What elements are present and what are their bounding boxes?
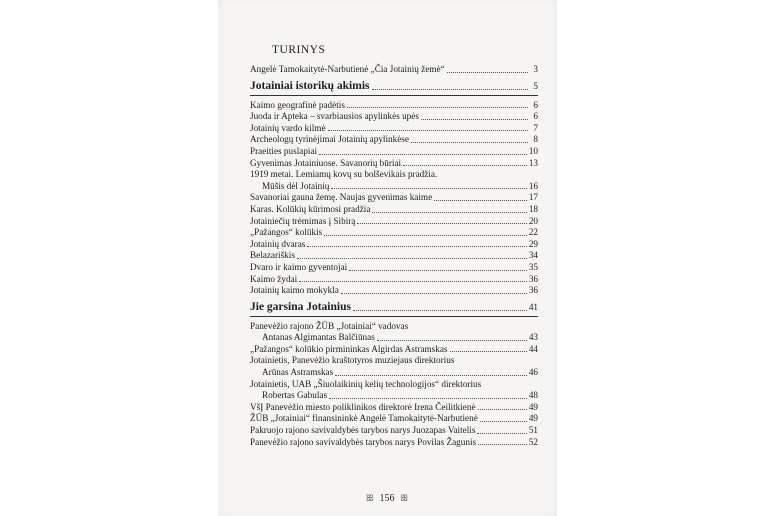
dot-leader	[372, 89, 529, 90]
dot-leader	[319, 154, 527, 155]
toc-entry-page: 6	[533, 99, 538, 110]
toc-entry-title: Gyvenimas Jotainiuose. Savanorių būriai	[250, 157, 402, 168]
toc-entry-page: 49	[528, 413, 538, 424]
toc-entry-page: 5	[533, 80, 538, 91]
dot-leader	[434, 200, 527, 201]
toc-entry-title-cont: Arūnas Astramskas	[262, 367, 334, 378]
toc-entry	[250, 123, 538, 135]
toc-entry	[250, 437, 538, 449]
toc-entry	[250, 285, 538, 297]
dot-leader	[357, 223, 526, 224]
toc-entry-page: 29	[528, 238, 538, 249]
toc-entry-title: VšĮ Panevėžio miesto poliklinikos direktorė Irena Čeilitkienė	[250, 401, 476, 412]
dot-leader	[447, 72, 528, 73]
section-rule	[250, 95, 538, 96]
ornament-left-icon: ꕥ	[365, 493, 374, 503]
toc-entry-title: Jotainiai istorikų akimis	[250, 79, 370, 92]
dot-leader	[353, 310, 527, 311]
toc-entry-title: Jotainietis, UAB „Šiuolaikinių kelių technologijos“ direktorius	[250, 378, 482, 389]
toc-entry-title: Jotainių dvaras	[250, 238, 306, 249]
dot-leader	[480, 421, 527, 422]
toc-entry	[250, 413, 538, 425]
toc-entry-page: 34	[528, 250, 538, 261]
toc-entry-title: 1919 metai. Lemiamų kovų su bolševikais pradžia.	[250, 169, 438, 180]
toc-entry	[250, 227, 538, 239]
toc-entry	[250, 344, 538, 356]
toc-entry	[250, 239, 538, 251]
toc-entry-title: Archeologų tyrinėjimai Jotainių apylinkėse	[250, 134, 409, 145]
toc-entry	[250, 402, 538, 414]
dot-leader	[450, 351, 527, 352]
toc-entry-page: 52	[528, 436, 538, 447]
toc-entry-title: Belazariškis	[250, 250, 295, 261]
toc-heading: TURINYS	[272, 44, 326, 56]
toc-entry	[250, 355, 538, 378]
toc-entry	[250, 262, 538, 274]
toc-entry	[250, 192, 538, 204]
toc-entry-page: 22	[528, 227, 538, 238]
toc-section	[250, 300, 538, 317]
toc-entry-title: ŽŪB „Jotainiai“ finansininkė Angelė Tamokaitytė-Narbutienė	[250, 413, 478, 424]
toc-entry-page: 10	[528, 145, 538, 156]
toc-entry	[250, 425, 538, 437]
toc-entry	[250, 111, 538, 123]
dot-leader	[307, 246, 526, 247]
toc-entry	[250, 274, 538, 286]
toc-entry	[250, 379, 538, 402]
toc-section	[250, 79, 538, 96]
toc-entry	[250, 100, 538, 112]
toc-entry-page: 8	[533, 134, 538, 145]
toc-entry-page: 20	[528, 215, 538, 226]
page-number: 156	[379, 493, 395, 504]
toc-entry-title: Pakruojo rajono savivaldybės tarybos narys Juozapas Vaitelis	[250, 425, 476, 436]
toc-entry	[250, 134, 538, 146]
toc-entry	[250, 146, 538, 158]
toc-entry-title: Kaimo žydai	[250, 273, 298, 284]
toc-entry-title: Jotainių kaimo mokykla	[250, 285, 339, 296]
toc-entry-page: 3	[533, 64, 538, 74]
dot-leader	[341, 293, 527, 294]
toc-entry-title-cont: Robertas Gabulas	[262, 390, 328, 401]
toc-entry-title: Dvaro ir kaimo gyventojai	[250, 261, 348, 272]
toc-entry-page: 35	[528, 261, 538, 272]
toc-entry-page: 51	[528, 425, 538, 436]
dot-leader	[324, 235, 527, 236]
dot-leader	[478, 444, 527, 445]
toc-entry	[250, 158, 538, 170]
toc-entry-page: 48	[528, 390, 538, 401]
toc-entry-title: „Pažangos“ kolūkis	[250, 227, 323, 238]
toc-entry-page: 6	[533, 111, 538, 122]
toc-entry-title: Jotainių vardo kilmė	[250, 122, 326, 133]
toc-entry-title: Jotainietis, Panevėžio kraštotyros muziejaus direktorius	[250, 355, 455, 366]
toc-entry-title: Jotainiečių trėmimas į Sibirą	[250, 215, 356, 226]
toc-entry-page: 36	[528, 273, 538, 284]
section-rule	[250, 316, 538, 317]
toc-entry-title: Praeities puslapiai	[250, 145, 318, 156]
toc-entry-page: 41	[528, 301, 538, 312]
toc-entry-title: Angelė Tamokaitytė-Narbutienė „Čia Jotainių žemė“	[250, 64, 445, 74]
toc-entry	[250, 216, 538, 228]
toc-entry-page: 43	[528, 332, 538, 343]
toc-entry-page: 16	[528, 180, 538, 191]
ornament-right-icon: ꕥ	[400, 493, 409, 503]
dot-leader	[297, 258, 527, 259]
toc-entry	[250, 321, 538, 344]
toc-entry-title: Juoda ir Apteka – svarbiausios apylinkės upės	[250, 111, 419, 122]
dot-leader	[411, 142, 528, 143]
toc-entry-page: 18	[528, 203, 538, 214]
dot-leader	[372, 212, 526, 213]
dot-leader	[478, 409, 527, 410]
dot-leader	[328, 130, 528, 131]
toc-entry-title: „Pažangos“ kolūkio pirmininkas Algirdas Astramskas	[250, 343, 448, 354]
dot-leader	[403, 165, 527, 166]
dot-leader	[421, 119, 528, 120]
toc-entry-page: 49	[528, 401, 538, 412]
dot-leader	[477, 433, 526, 434]
toc-entry	[250, 169, 538, 192]
toc-entry-title: Jie garsina Jotainius	[250, 300, 351, 313]
toc-entry-title: Savanoriai gauna žemę. Naujas gyvenimas kaime	[250, 192, 433, 203]
dot-leader	[377, 340, 527, 341]
dot-leader	[331, 188, 526, 189]
toc-entry-page: 7	[533, 122, 538, 133]
dot-leader	[347, 107, 528, 108]
table-of-contents	[250, 64, 538, 448]
toc-entry-page: 36	[528, 285, 538, 296]
toc-entry-page: 13	[528, 157, 538, 168]
toc-entry	[250, 204, 538, 216]
toc-entry-title: Kaimo geografinė padėtis	[250, 99, 345, 110]
dot-leader	[299, 281, 527, 282]
toc-entry-title-cont: Antanas Algimantas Balčiūnas	[262, 332, 375, 343]
dot-leader	[329, 398, 527, 399]
toc-entry-title: Karas. Kolūkių kūrimosi pradžia	[250, 203, 371, 214]
toc-entry-page: 17	[528, 192, 538, 203]
dot-leader	[349, 270, 527, 271]
toc-entry-title-cont: Mūšis dėl Jotainių	[262, 180, 330, 191]
toc-entry-title: Panevėžio rajono ŽŪB „Jotainiai“ vadovas	[250, 320, 409, 331]
page-footer	[0, 493, 774, 504]
toc-entry-title: Panevėžio rajono savivaldybės tarybos narys Povilas Žagunis	[250, 436, 477, 447]
toc-entry	[250, 250, 538, 262]
toc-entry-page: 46	[528, 367, 538, 378]
dot-leader	[335, 375, 527, 376]
toc-entry	[250, 64, 538, 76]
toc-entry-page: 44	[528, 343, 538, 354]
